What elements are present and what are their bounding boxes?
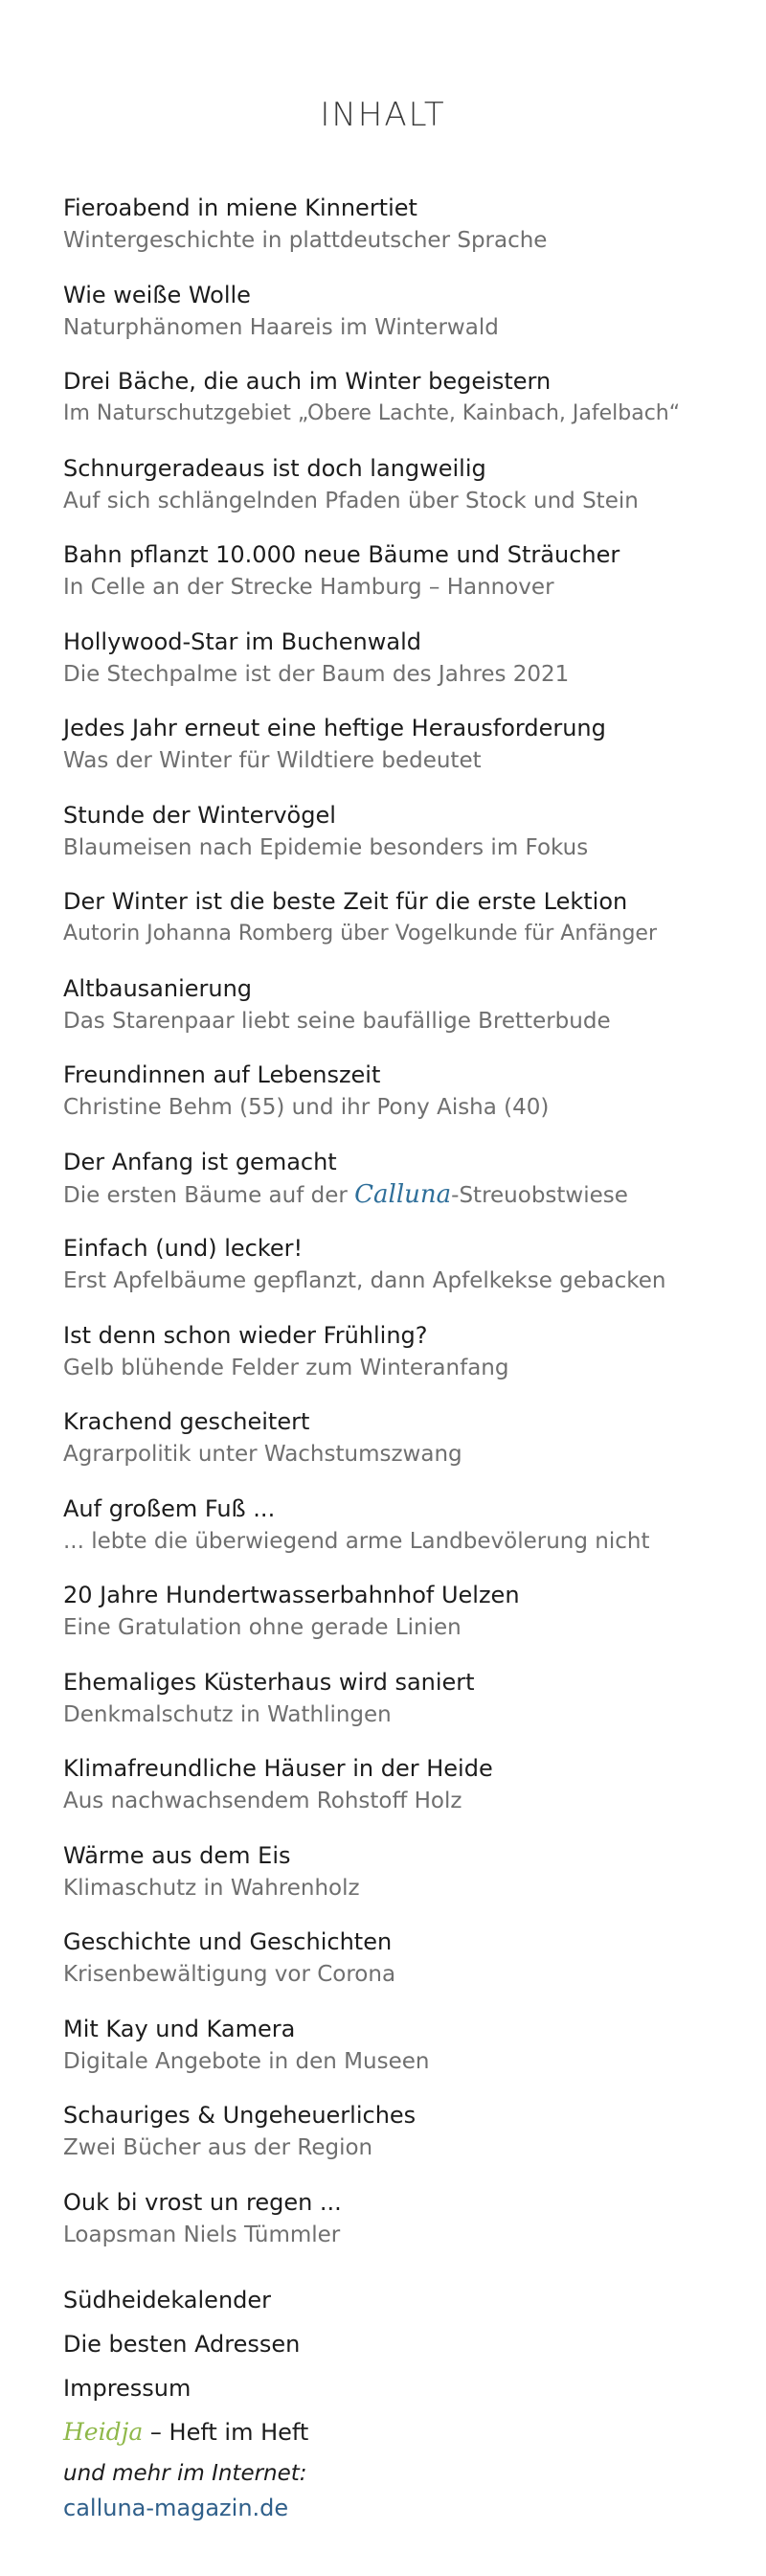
entry-title: Schauriges & Ungeheuerliches: [63, 2102, 417, 2129]
entry-subtitle: Wintergeschichte in plattdeutscher Sprache: [63, 228, 548, 253]
toc-entry[interactable]: [63, 1493, 753, 1580]
entry-title: Fieroabend in miene Kinnertiet: [63, 194, 417, 221]
toc-entry[interactable]: [63, 1666, 753, 1753]
entry-title: Einfach (und) lecker!: [63, 1235, 304, 1262]
entry-title: Geschichte und Geschichten: [63, 1928, 393, 1955]
entry-title: Wärme aus dem Eis: [63, 1841, 291, 1869]
entry-subtitle-text: -Streuobstwiese: [451, 1182, 628, 1208]
toc-entry[interactable]: [63, 885, 753, 972]
entry-title: Der Winter ist die beste Zeit für die erste Lektion: [63, 888, 628, 915]
adressen-entry[interactable]: Die besten Adressen: [63, 2331, 301, 2358]
toc-entry[interactable]: [63, 1319, 753, 1406]
entry-subtitle: Auf sich schlängelnden Pfaden über Stock und Stein: [63, 488, 639, 513]
entry-title: Wie weiße Wolle: [63, 281, 251, 308]
kalender-entry[interactable]: Südheidekalender: [63, 2287, 272, 2314]
heidja-text: – Heft im Heft: [143, 2419, 309, 2446]
toc-entry[interactable]: [63, 192, 753, 279]
impressum-entry[interactable]: Impressum: [63, 2375, 192, 2402]
entry-title: Schnurgeradeaus ist doch langweilig: [63, 454, 486, 482]
toc-entry[interactable]: [63, 1405, 753, 1493]
toc-entry[interactable]: [63, 452, 753, 539]
entry-subtitle: Erst Apfelbäume gepflanzt, dann Apfelkekse gebacken: [63, 1268, 666, 1293]
entry-title: Ist denn schon wieder Frühling?: [63, 1321, 428, 1349]
entry-subtitle: Eine Gratulation ohne gerade Linien: [63, 1615, 462, 1640]
entry-subtitle: Die Stechpalme ist der Baum des Jahres 2021: [63, 661, 570, 687]
entry-subtitle: Was der Winter für Wildtiere bedeutet: [63, 748, 482, 773]
entry-title: Bahn pflanzt 10.000 neue Bäume und Sträucher: [63, 541, 620, 568]
entry-title: Auf großem Fuß ...: [63, 1494, 276, 1522]
entry-title: Hollywood-Star im Buchenwald: [63, 627, 421, 655]
toc-entry[interactable]: [63, 972, 753, 1060]
toc-entry[interactable]: [63, 1232, 753, 1319]
internet-label: und mehr im Internet:: [63, 2461, 307, 2486]
entry-title: Jedes Jahr erneut eine heftige Herausforderung: [63, 715, 606, 741]
toc-entry[interactable]: [63, 2186, 753, 2273]
entry-title: Ouk bi vrost un regen ...: [63, 2188, 342, 2216]
entry-title: Der Anfang ist gemacht: [63, 1148, 337, 1175]
entry-title: 20 Jahre Hundertwasserbahnhof Uelzen: [63, 1582, 520, 1608]
toc-entry[interactable]: [63, 799, 753, 886]
entry-subtitle: Gelb blühende Felder zum Winteranfang: [63, 1355, 509, 1380]
toc-entry[interactable]: [63, 1926, 753, 2013]
entry-title: Stunde der Wintervögel: [63, 801, 336, 829]
website-link[interactable]: calluna-magazin.de: [63, 2495, 289, 2521]
heidja-entry[interactable]: [63, 2410, 753, 2454]
toc-entry[interactable]: [63, 626, 753, 713]
page-title: INHALT: [320, 96, 446, 134]
entry-subtitle-text: Die ersten Bäume auf der: [63, 1182, 355, 1208]
entry-title: Ehemaliges Küsterhaus wird saniert: [63, 1668, 475, 1696]
entry-subtitle: Krisenbewältigung vor Corona: [63, 1962, 396, 1987]
toc-entry[interactable]: [63, 2013, 753, 2100]
entry-subtitle: Christine Behm (55) und ihr Pony Aisha (40): [63, 1095, 550, 1120]
toc-entry[interactable]: [63, 2099, 753, 2186]
entry-title: Drei Bäche, die auch im Winter begeistern: [63, 368, 552, 395]
entry-subtitle: Naturphänomen Haareis im Winterwald: [63, 314, 499, 340]
entry-subtitle: Klimaschutz in Wahrenholz: [63, 1875, 360, 1901]
entry-subtitle: Agrarpolitik unter Wachstumszwang: [63, 1442, 462, 1467]
toc-entry[interactable]: [63, 1146, 753, 1233]
entry-title: Klimafreundliche Häuser in der Heide: [63, 1755, 493, 1782]
entry-subtitle: Das Starenpaar liebt seine baufällige Bretterbude: [63, 1008, 611, 1034]
entry-subtitle: Aus nachwachsendem Rohstoff Holz: [63, 1789, 462, 1813]
entry-title: Altbausanierung: [63, 974, 253, 1002]
toc-entry[interactable]: [63, 1579, 753, 1666]
toc-entry[interactable]: [63, 538, 753, 626]
entry-subtitle: [63, 1178, 753, 1212]
entry-subtitle: Denkmalschutz in Wathlingen: [63, 1701, 392, 1727]
toc-entry[interactable]: [63, 1059, 753, 1146]
toc-entry[interactable]: [63, 1752, 753, 1839]
table-of-contents: [63, 192, 753, 2525]
heidja-logo: Heidja: [63, 2418, 144, 2446]
entry-subtitle: Im Naturschutzgebiet „Obere Lachte, Kainbach, Jafelbach“: [63, 401, 681, 425]
extras-section: [63, 2278, 753, 2525]
toc-entry[interactable]: [63, 279, 753, 366]
entry-title: Mit Kay und Kamera: [63, 2015, 296, 2042]
toc-entry[interactable]: [63, 1839, 753, 1926]
calluna-logo: Calluna: [354, 1179, 452, 1209]
entry-subtitle: Autorin Johanna Romberg über Vogelkunde für Anfänger: [63, 922, 657, 946]
toc-entry[interactable]: [63, 712, 753, 799]
entry-subtitle: Zwei Bücher aus der Region: [63, 2135, 373, 2160]
entry-subtitle: Digitale Angebote in den Museen: [63, 2048, 430, 2074]
entry-subtitle: In Celle an der Strecke Hamburg – Hannover: [63, 575, 554, 600]
entry-subtitle: ... lebte die überwiegend arme Landbevölerung nicht: [63, 1528, 650, 1554]
entry-title: Krachend gescheitert: [63, 1408, 310, 1435]
toc-entry[interactable]: [63, 365, 753, 452]
entry-subtitle: Loapsman Niels Tümmler: [63, 2222, 341, 2247]
entry-title: Freundinnen auf Lebenszeit: [63, 1061, 381, 1088]
entry-subtitle: Blaumeisen nach Epidemie besonders im Fokus: [63, 834, 589, 860]
